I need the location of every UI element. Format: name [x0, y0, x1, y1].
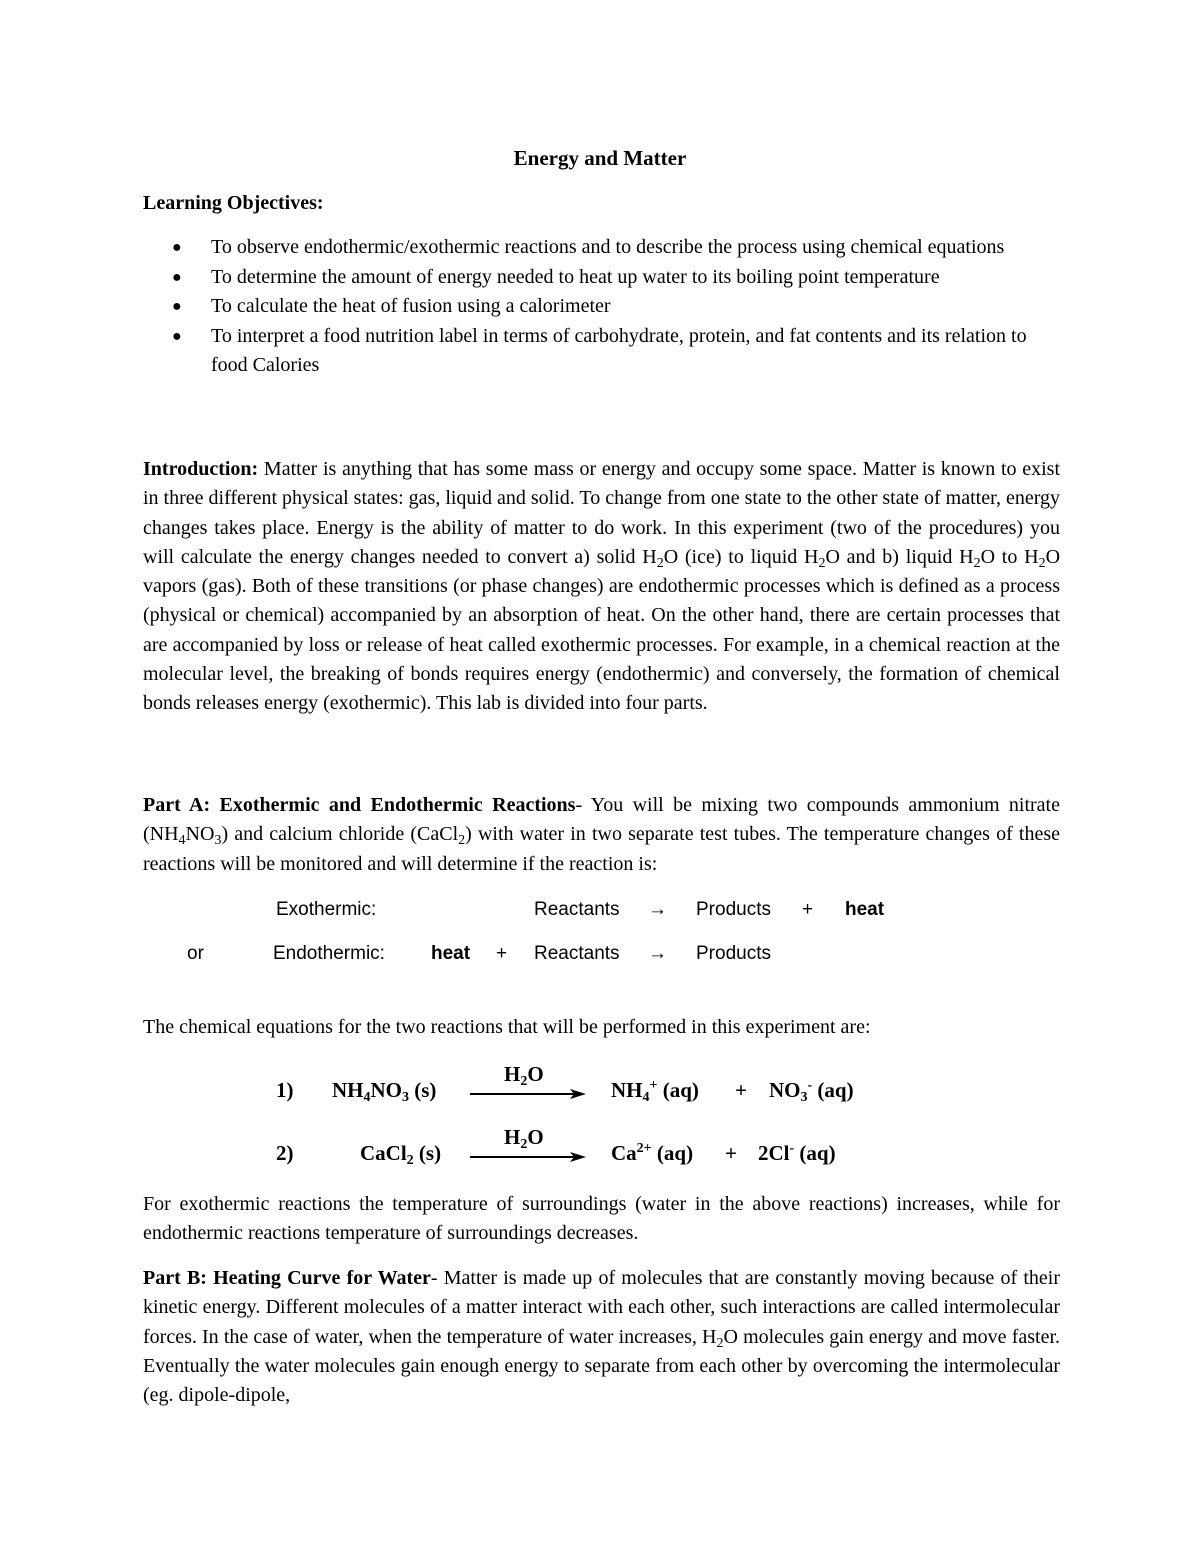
objective-item: ● To interpret a food nutrition label in terms of carbohydrate, protein, and fat contents and its relation to food Calories — [143, 322, 1063, 381]
reactant: CaCl$_2$ (s) — [360, 1141, 442, 1168]
introduction-paragraph: Introduction: Matter is anything that has some mass or energy and occupy some space. Matter is known to exist in three different physical states: gas, liquid and solid. To change from one state to the other state of matter, energy changes takes place. Energy is the ability of matter to do work. In this experiment (two of the procedures) you will calculate the energy changes needed to convert a) solid $H_2O$ (ice) to liquid $H_2O$ and b) liquid $H_2O$ to $H_2O$ vapors (gas). Both of these transitions (or phase changes) are endothermic processes which is defined as a process (physical or chemical) accompanied by an absorption of heat. On the other hand, there are certain processes that are accompanied by loss or release of heat called exothermic processes. For example, in a chemical reaction at the molecular level, the breaking of bonds requires energy (endothermic) and conversely, the formation of chemical bonds releases energy (exothermic). This lab is divided into four parts. — [143, 458, 1061, 715]
objectives-heading: Learning Objectives: — [143, 192, 324, 214]
objective-item: ● To determine the amount of energy needed to heat up water to its boiling point temperature — [143, 263, 1063, 293]
equations-intro: The chemical equations for the two reactions that will be performed in this experiment are: — [143, 1016, 871, 1038]
reaction-1: 1) $NH_4NO_3$ (s) $H_2O$ $NH_4^+$ (aq) + $NO_3^-$ (aq) — [276, 1062, 854, 1105]
objectives-list — [143, 233, 1063, 381]
bullet-icon: ● — [172, 327, 182, 345]
reactant: $NH_4NO_3$ (s) — [332, 1078, 437, 1105]
page-title: Energy and Matter — [513, 146, 687, 170]
solvent-label: $H_2O$ — [504, 1062, 544, 1089]
product-2: 2Cl- (aq) — [758, 1141, 836, 1165]
reaction-2: 2) CaCl$_2$ (s) $H_2O$ $Ca^{2+}$ (aq) + 2Cl- (aq) — [276, 1125, 836, 1168]
product-1: $Ca^{2+}$ (aq) — [611, 1141, 694, 1165]
part-b-paragraph: Part B: Heating Curve for Water- Matter is made up of molecules that are constantly moving because of their kinetic energy. Different molecules of a matter interact with each other, such interactions are called intermolecular forces. In the case of water, when the temperature of water increases, $H_2O$ molecules gain energy and move faster. Eventually the water molecules gain enough energy to separate from each other by overcoming the intermolecular (eg. dipole-dipole, — [143, 1267, 1061, 1407]
objective-item: ● To calculate the heat of fusion using a calorimeter — [143, 292, 1063, 322]
bullet-icon: ● — [172, 239, 182, 256]
product-1: $NH_4^+$ (aq) — [611, 1078, 699, 1105]
arrow-icon: → — [648, 899, 667, 920]
part-b-label: Part B: Heating Curve for Water — [143, 1267, 431, 1289]
reaction-arrow-icon — [470, 1151, 586, 1163]
bullet-icon: ● — [172, 268, 182, 286]
reaction-arrow-icon — [470, 1088, 586, 1100]
solvent-label: $H_2O$ — [504, 1125, 544, 1152]
exothermic-scheme: Exothermic: Reactants → Products + heat — [276, 899, 885, 920]
objective-item: ● To observe endothermic/exothermic reactions and to describe the process using chemical equations — [143, 233, 1063, 263]
arrow-icon: → — [648, 943, 667, 964]
introduction-label: Introduction: — [143, 458, 259, 480]
part-a-paragraph: Part A: Exothermic and Endothermic Reactions- You will be mixing two compounds ammonium nitrate $(NH_4NO_3)$ and calcium chloride (CaCl$_2$) with water in two separate test tubes. The temperature changes of these reactions will be monitored and will determine if the reaction is: — [143, 794, 1061, 875]
part-a-label: Part A: Exothermic and Endothermic Reactions — [143, 794, 576, 816]
product-2: $NO_3^-$ (aq) — [769, 1078, 854, 1105]
exo-endo-note: For exothermic reactions the temperature of surroundings (water in the above reactions) increases, while for endothermic reactions temperature of surroundings decreases. — [143, 1193, 1060, 1245]
endothermic-scheme: or Endothermic: heat + Reactants → Products — [187, 943, 771, 964]
bullet-icon: ● — [172, 298, 182, 315]
